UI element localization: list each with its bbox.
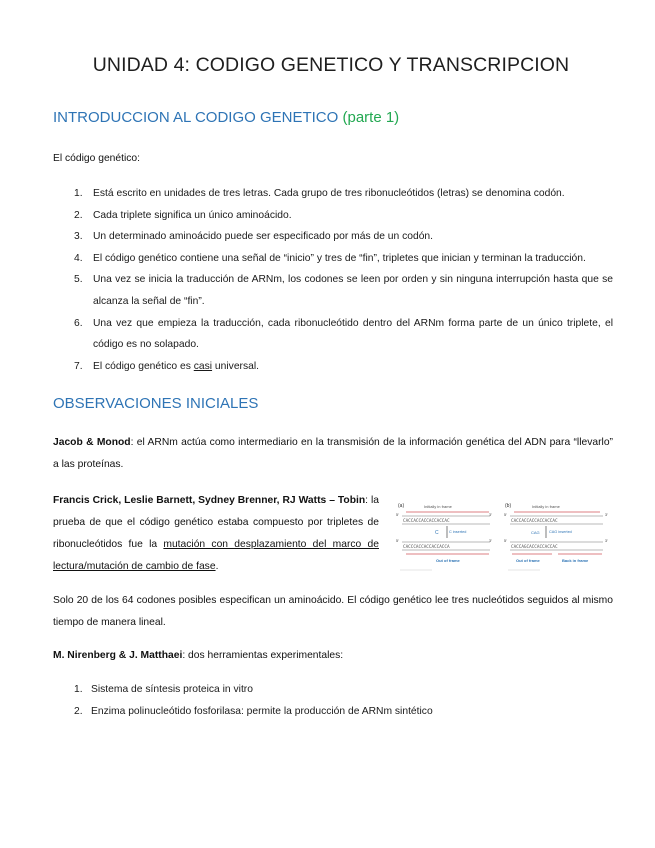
authors-crick: Francis Crick, Leslie Barnett, Sydney Brenner, RJ Watts – Tobin <box>53 495 366 506</box>
list-item: 1. Sistema de síntesis proteica in vitro <box>74 684 253 695</box>
strand-top-a: CACCACCACCACCACCAC <box>403 519 450 524</box>
list-item: 4. El código genético contiene una señal de “inicio” y tres de “fin”, tripletes que inician y terminan la traducción. <box>74 252 586 264</box>
intro-paragraph: El código genético: <box>53 153 141 164</box>
authors-nirenberg: M. Nirenberg & J. Matthaei <box>53 650 183 661</box>
underlined-word: casi <box>193 360 213 372</box>
svg-text:3′: 3′ <box>605 539 608 543</box>
initially-in-frame-label-a: Initially in frame <box>424 504 452 509</box>
tools-list <box>53 679 613 722</box>
list-item: 3. Un determinado aminoácido puede ser especificado por más de un codón. <box>74 231 434 243</box>
svg-text:5′: 5′ <box>504 513 507 517</box>
underlined-mutation: mutación con desplazamiento del marco de lectura/mutación de cambio de fase <box>53 539 379 572</box>
svg-text:3′: 3′ <box>489 539 492 543</box>
list-item: 5. Una vez se inicia la traducción de ARNm, los codones se leen por orden y sin ninguna interrupción hasta que se alcanza la señal de “fin”. <box>74 274 613 307</box>
list-item: 7. El código genético es casi universal. <box>74 360 259 372</box>
list-item: 6. Una vez que empieza la traducción, cada ribonucleótido dentro del ARNm forma parte de un único triplete, el código es no solapado. <box>74 317 613 351</box>
paragraph-jacob-monod: Jacob & Monod: el ARNm actúa como intermediario en la transmisión de la información genética del ADN para “llevarlo” a las proteínas. <box>53 437 613 470</box>
strand-top-b: CACCACCACCACCACCAC <box>511 519 558 524</box>
out-of-frame-label-a: Out of frame <box>436 558 460 563</box>
panel-a-label: (a) <box>398 503 405 509</box>
panel-b-label: (b) <box>505 503 512 509</box>
paragraph-nirenberg: M. Nirenberg & J. Matthaei: dos herramientas experimentales: <box>53 650 344 661</box>
out-of-frame-label-b: Out of frame <box>516 558 540 563</box>
authors-jacob-monod: Jacob & Monod <box>53 437 131 448</box>
section-heading-observaciones: OBSERVACIONES INICIALES <box>53 395 259 412</box>
section-heading-text: INTRODUCCION AL CODIGO GENETICO <box>53 109 339 126</box>
paragraph-crick: Francis Crick, Leslie Barnett, Sydney Brenner, RJ Watts – Tobin: la prueba de que el código genético estaba compuesto por tripletes de ribonucleótidos fue la mutación con desplazamiento del marco de lectura/mutación de cambio de fase. <box>53 495 379 572</box>
c-inserted-label: C inserted <box>449 530 467 534</box>
initially-in-frame-label-b: Initially in frame <box>532 504 560 509</box>
svg-text:5′: 5′ <box>504 539 507 543</box>
svg-text:5′: 5′ <box>396 539 399 543</box>
cag-inserted-label: CAG inserted <box>549 530 572 534</box>
strand-mutated-b: CACCAGCACCACCACCAC <box>511 545 558 550</box>
cag-letters: CAG <box>531 530 540 535</box>
frameshift-figure <box>392 498 614 578</box>
page-title: UNIDAD 4: CODIGO GENETICO Y TRANSCRIPCION <box>92 54 570 76</box>
c-letter: C <box>435 530 439 536</box>
svg-text:3′: 3′ <box>489 513 492 517</box>
section-heading-suffix: (parte 1) <box>342 109 400 126</box>
svg-text:5′: 5′ <box>396 513 399 517</box>
paragraph-codones: Solo 20 de los 64 codones posibles especifican un aminoácido. El código genético lee tres nucleótidos seguidos al mismo tiempo de manera lineal. <box>53 595 613 628</box>
list-item: 1. Está escrito en unidades de tres letras. Cada grupo de tres ribonucleótidos (letras) se denomina codón. <box>74 188 565 199</box>
back-in-frame-label: Back in frame <box>562 558 589 563</box>
strand-mutated-a: CACCCACCACCACCACCA <box>403 545 450 550</box>
genetic-code-list <box>53 183 613 377</box>
section-heading-intro <box>53 109 399 126</box>
list-item: 2. Enzima polinucleótido fosforilasa: permite la producción de ARNm sintético <box>74 705 433 717</box>
list-item: 2. Cada triplete significa un único aminoácido. <box>74 209 292 221</box>
svg-text:3′: 3′ <box>605 513 608 517</box>
